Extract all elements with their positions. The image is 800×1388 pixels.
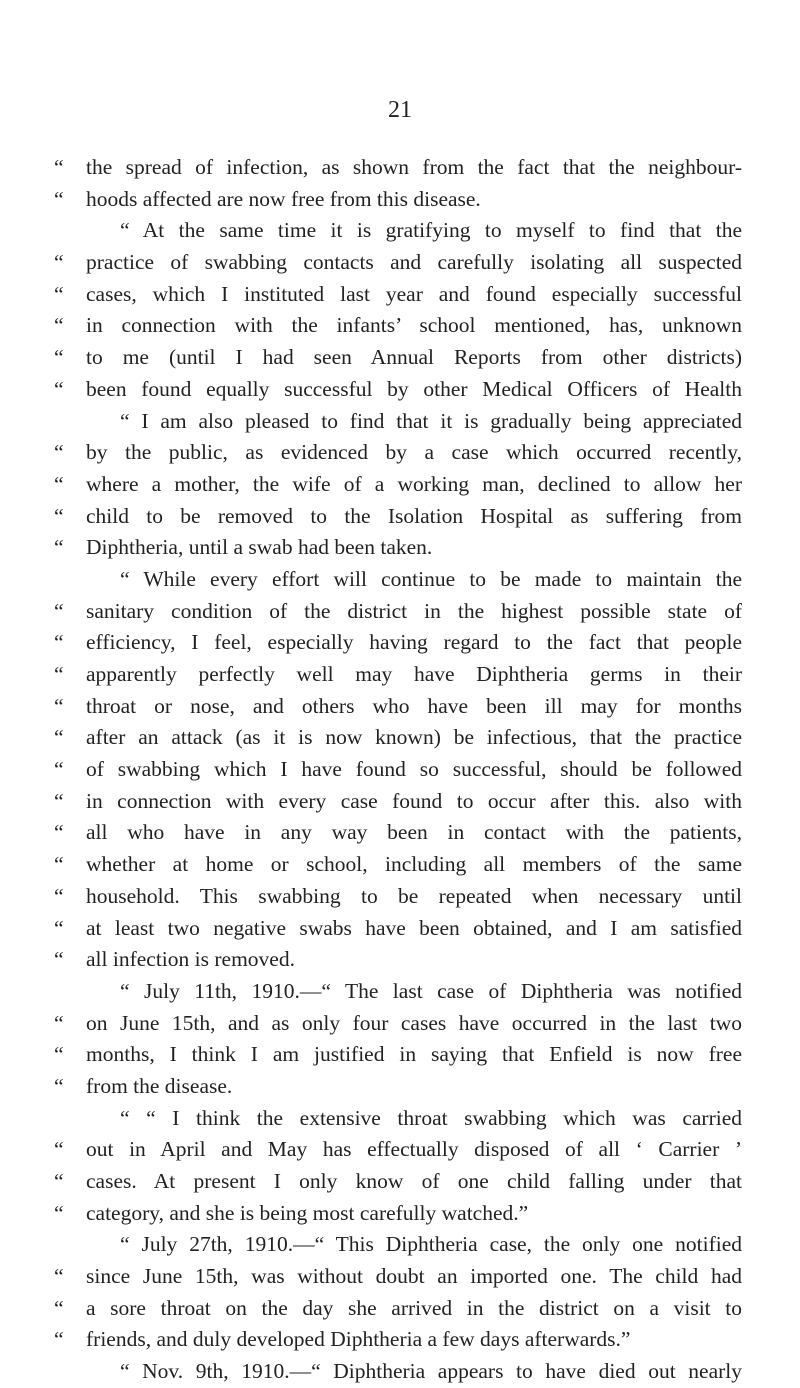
line-text: cases, which I instituted last year and found especially successful bbox=[86, 281, 742, 306]
quote-mark: “ bbox=[54, 630, 64, 655]
text-line bbox=[54, 944, 742, 976]
quote-mark: “ bbox=[54, 313, 64, 338]
line-text: whether at home or school, including all members of the same bbox=[86, 852, 742, 877]
line-text: all infection is removed. bbox=[86, 947, 295, 972]
quote-mark: “ bbox=[54, 345, 64, 370]
text-line bbox=[54, 881, 742, 913]
quote-mark: “ bbox=[54, 693, 64, 718]
line-text: by the public, as evidenced by a case which occurred recently, bbox=[86, 440, 742, 465]
quote-mark: “ bbox=[54, 1010, 64, 1035]
line-text: since June 15th, was without doubt an imported one. The child had bbox=[86, 1264, 742, 1289]
line-text: efficiency, I feel, especially having regard to the fact that people bbox=[86, 630, 742, 655]
line-text: household. This swabbing to be repeated when necessary until bbox=[86, 883, 742, 908]
text-line bbox=[54, 279, 742, 311]
quote-mark: “ bbox=[54, 883, 64, 908]
quote-mark: “ bbox=[54, 725, 64, 750]
quote-mark: “ bbox=[54, 1137, 64, 1162]
quote-mark: “ bbox=[54, 440, 64, 465]
line-text: where a mother, the wife of a working man, declined to allow her bbox=[86, 471, 742, 496]
quote-mark: “ bbox=[54, 915, 64, 940]
quote-mark: “ bbox=[54, 1295, 64, 1320]
text-line bbox=[54, 184, 742, 216]
line-text: Diphtheria, until a swab had been taken. bbox=[86, 535, 433, 560]
quote-mark: “ bbox=[54, 376, 64, 401]
quote-mark: “ bbox=[54, 1169, 64, 1193]
text-line bbox=[54, 469, 742, 501]
line-text: a sore throat on the day she arrived in the district on a visit to bbox=[86, 1295, 742, 1320]
quote-mark: “ bbox=[54, 186, 64, 211]
quote-mark: “ bbox=[54, 250, 64, 275]
line-text: practice of swabbing contacts and carefully isolating all suspected bbox=[86, 250, 742, 275]
line-text: “ July 27th, 1910.—“ This Diphtheria case, the only one notified bbox=[120, 1232, 742, 1257]
text-line bbox=[54, 1103, 742, 1135]
text-line bbox=[54, 310, 742, 342]
text-line bbox=[54, 1356, 742, 1388]
text-line bbox=[54, 501, 742, 533]
line-text: months, I think I am justified in saying that Enfield is now free bbox=[86, 1042, 742, 1067]
line-text: been found equally successful by other Medical Officers of Health bbox=[86, 376, 742, 401]
text-line bbox=[54, 152, 742, 184]
text-line bbox=[54, 817, 742, 849]
text-line bbox=[54, 722, 742, 754]
text-line bbox=[54, 691, 742, 723]
line-text: “ While every effort will continue to be made to maintain the bbox=[120, 566, 742, 591]
text-line bbox=[54, 754, 742, 786]
quote-mark: “ bbox=[54, 947, 64, 972]
text-line bbox=[54, 1198, 742, 1230]
text-line bbox=[54, 1229, 742, 1261]
text-line bbox=[54, 849, 742, 881]
body-text bbox=[54, 152, 742, 1388]
text-line bbox=[54, 1293, 742, 1325]
text-line bbox=[54, 437, 742, 469]
quote-mark: “ bbox=[54, 1327, 64, 1352]
line-text: throat or nose, and others who have been ill may for months bbox=[86, 693, 742, 718]
quote-mark: “ bbox=[54, 535, 64, 560]
line-text: child to be removed to the Isolation Hospital as suffering from bbox=[86, 503, 742, 528]
line-text: cases. At present I only know of one child falling under that bbox=[86, 1169, 742, 1193]
line-text: “ July 11th, 1910.—“ The last case of Diphtheria was notified bbox=[120, 978, 742, 1003]
line-text: out in April and May has effectually disposed of all ‘ Carrier ’ bbox=[86, 1137, 742, 1162]
line-text: at least two negative swabs have been obtained, and I am satisfied bbox=[86, 915, 742, 940]
quote-mark: “ bbox=[54, 281, 64, 306]
text-line bbox=[54, 1324, 742, 1356]
line-text: category, and she is being most carefully watched.” bbox=[86, 1200, 529, 1225]
text-line bbox=[54, 786, 742, 818]
text-line bbox=[54, 976, 742, 1008]
quote-mark: “ bbox=[54, 757, 64, 782]
quote-mark: “ bbox=[54, 1200, 64, 1225]
text-line bbox=[54, 1071, 742, 1103]
quote-mark: “ bbox=[54, 820, 64, 845]
quote-mark: “ bbox=[54, 1073, 64, 1098]
line-text: all who have in any way been in contact with the patients, bbox=[86, 820, 742, 845]
quote-mark: “ bbox=[54, 1264, 64, 1289]
line-text: “ Nov. 9th, 1910.—“ Diphtheria appears to have died out nearly bbox=[120, 1359, 742, 1384]
text-line bbox=[54, 342, 742, 374]
quote-mark: “ bbox=[54, 1042, 64, 1067]
quote-mark: “ bbox=[54, 598, 64, 623]
text-line bbox=[54, 913, 742, 945]
quote-mark: “ bbox=[54, 852, 64, 877]
text-line bbox=[54, 1039, 742, 1071]
text-line bbox=[54, 406, 742, 438]
text-line bbox=[54, 532, 742, 564]
text-line bbox=[54, 215, 742, 247]
line-text: on June 15th, and as only four cases have occurred in the last two bbox=[86, 1010, 742, 1035]
quote-mark: “ bbox=[54, 662, 64, 686]
line-text: from the disease. bbox=[86, 1073, 233, 1098]
line-text: of swabbing which I have found so successful, should be followed bbox=[86, 757, 742, 782]
text-line bbox=[54, 1166, 742, 1198]
quote-mark: “ bbox=[54, 788, 64, 813]
line-text: after an attack (as it is now known) be infectious, that the practice bbox=[86, 725, 742, 750]
line-text: to me (until I had seen Annual Reports from other districts) bbox=[86, 345, 742, 370]
line-text: apparently perfectly well may have Diphtheria germs in their bbox=[86, 662, 742, 686]
line-text: “ “ I think the extensive throat swabbing which was carried bbox=[120, 1105, 742, 1130]
text-line bbox=[54, 1261, 742, 1293]
text-line bbox=[54, 1134, 742, 1166]
quote-mark: “ bbox=[54, 471, 64, 496]
quote-mark: “ bbox=[54, 155, 64, 179]
text-line bbox=[54, 1008, 742, 1040]
text-line bbox=[54, 659, 742, 691]
page-number: 21 bbox=[388, 97, 412, 123]
text-line bbox=[54, 374, 742, 406]
text-line bbox=[54, 247, 742, 279]
line-text: sanitary condition of the district in the highest possible state of bbox=[86, 598, 742, 623]
line-text: friends, and duly developed Diphtheria a few days afterwards.” bbox=[86, 1327, 631, 1352]
line-text: in connection with every case found to occur after this. also with bbox=[86, 788, 742, 813]
text-line bbox=[54, 627, 742, 659]
text-line bbox=[54, 564, 742, 596]
line-text: “ At the same time it is gratifying to myself to find that the bbox=[120, 218, 742, 243]
quote-mark: “ bbox=[54, 503, 64, 528]
line-text: hoods affected are now free from this disease. bbox=[86, 186, 481, 211]
text-line bbox=[54, 596, 742, 628]
line-text: in connection with the infants’ school mentioned, has, unknown bbox=[86, 313, 742, 338]
line-text: “ I am also pleased to find that it is gradually being appreciated bbox=[120, 408, 742, 433]
line-text: the spread of infection, as shown from the fact that the neighbour- bbox=[86, 155, 742, 179]
